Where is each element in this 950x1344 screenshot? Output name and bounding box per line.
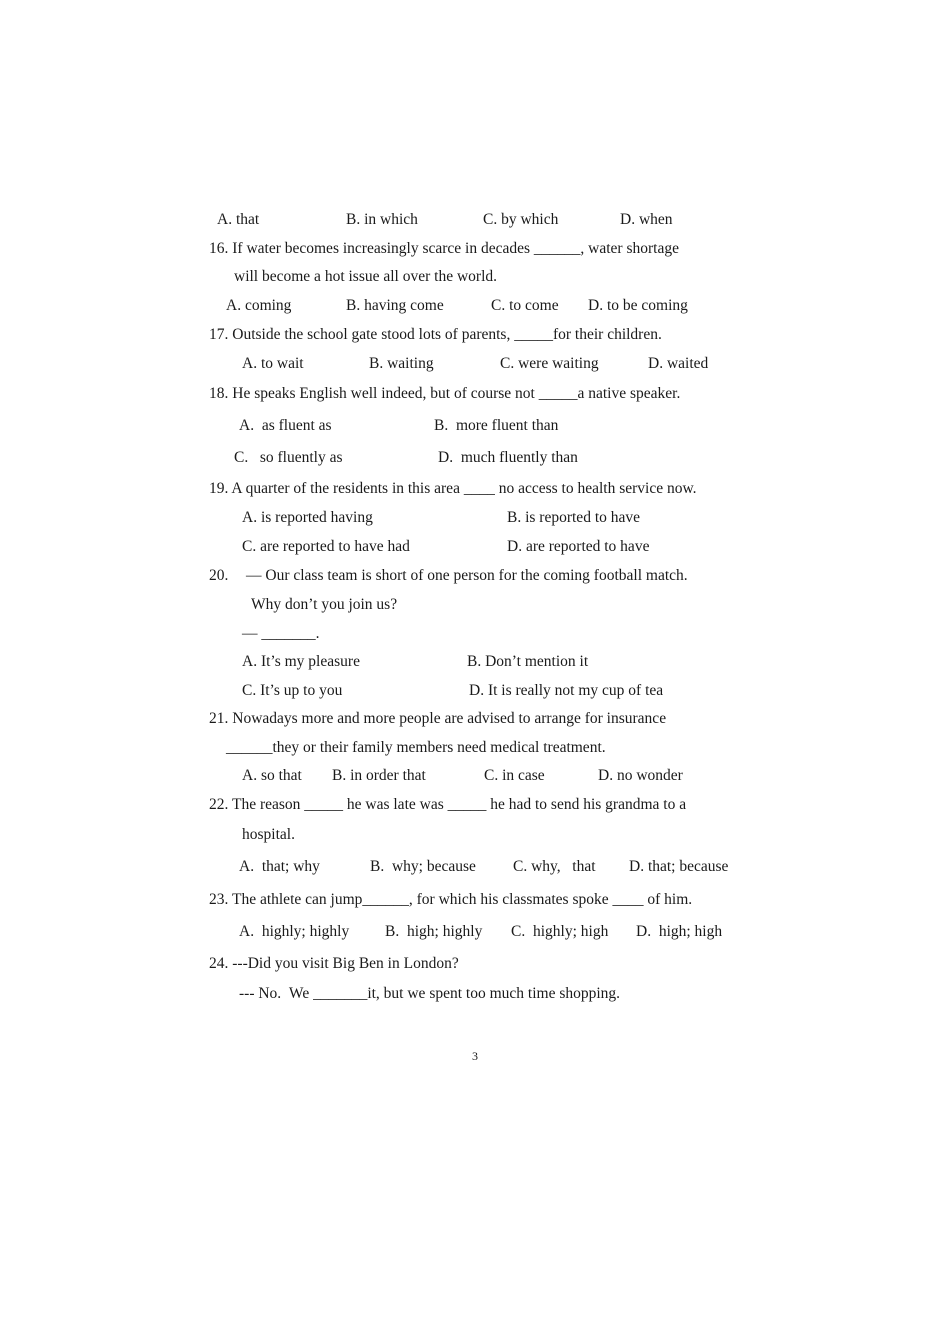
option-d: D. high; high <box>636 923 723 940</box>
option-d: D. waited <box>648 355 709 372</box>
page-number: 3 <box>472 1049 478 1063</box>
option-d: D. no wonder <box>598 767 683 784</box>
question-15-options <box>0 208 950 232</box>
question-19-stem <box>0 477 950 501</box>
option-d: D. much fluently than <box>438 449 578 466</box>
question-18-stem <box>0 382 950 406</box>
option-d: D. It is really not my cup of tea <box>469 682 664 699</box>
option-b: B. waiting <box>369 355 434 372</box>
question-text: 17. Outside the school gate stood lots of parents, _____for their children. <box>209 326 662 343</box>
question-text: 18. He speaks English well indeed, but of course not _____a native speaker. <box>209 385 681 402</box>
question-22-stem-continued <box>0 823 950 847</box>
question-20-stem <box>0 564 950 588</box>
option-c: C. so fluently as <box>234 449 343 466</box>
question-18-options-row2 <box>0 446 950 470</box>
option-a: A. as fluent as <box>239 417 332 434</box>
option-b: B. why; because <box>370 858 476 875</box>
option-d: D. that; because <box>629 858 729 875</box>
question-23-stem <box>0 888 950 912</box>
question-17-options <box>0 352 950 376</box>
question-text: 19. A quarter of the residents in this area ____ no access to health service now. <box>209 480 697 497</box>
question-16-options <box>0 294 950 318</box>
option-b: B. Don’t mention it <box>467 653 589 670</box>
question-18-options-row1 <box>0 414 950 438</box>
option-a: A. that; why <box>239 858 320 875</box>
question-21-stem-continued <box>0 736 950 760</box>
option-b: B. is reported to have <box>507 509 641 526</box>
question-22-stem <box>0 793 950 817</box>
option-d: D. to be coming <box>588 297 688 314</box>
question-text: will become a hot issue all over the world. <box>234 268 498 285</box>
dialogue-line: — Our class team is short of one person for the coming football match. <box>246 567 688 584</box>
option-b: B. more fluent than <box>434 417 559 434</box>
option-c: C. to come <box>491 297 559 314</box>
option-a: A. highly; highly <box>239 923 350 940</box>
question-23-options <box>0 920 950 944</box>
question-text: hospital. <box>242 826 295 843</box>
dialogue-line: --- No. We _______it, but we spent too much time shopping. <box>239 985 621 1002</box>
option-c: C. were waiting <box>500 355 599 372</box>
question-17-stem <box>0 323 950 347</box>
option-c: C. by which <box>483 211 559 228</box>
question-19-options-row1 <box>0 506 950 530</box>
option-b: B. in which <box>346 211 418 228</box>
option-a: A. so that <box>242 767 302 784</box>
question-text: 16. If water becomes increasingly scarce in decades ______, water shortage <box>209 240 679 257</box>
option-b: B. high; highly <box>385 923 483 940</box>
option-c: C. highly; high <box>511 923 609 940</box>
option-c: C. It’s up to you <box>242 682 343 699</box>
dialogue-line: Why don’t you join us? <box>251 596 398 613</box>
dialogue-line: 24. ---Did you visit Big Ben in London? <box>209 955 459 972</box>
option-b: B. in order that <box>332 767 426 784</box>
option-c: C. why, that <box>513 858 596 875</box>
question-20-options-row1 <box>0 650 950 674</box>
option-a: A. coming <box>226 297 292 314</box>
question-16-stem <box>0 237 950 261</box>
question-20-options-row2 <box>0 679 950 703</box>
question-19-options-row2 <box>0 535 950 559</box>
option-a: A. is reported having <box>242 509 373 526</box>
option-a: A. to wait <box>242 355 304 372</box>
question-21-options <box>0 764 950 788</box>
question-22-options <box>0 855 950 879</box>
option-d: D. are reported to have <box>507 538 650 555</box>
question-24-stem <box>0 952 950 976</box>
question-text: 22. The reason _____ he was late was _____ he had to send his grandma to a <box>209 796 687 813</box>
option-c: C. in case <box>484 767 545 784</box>
question-text: 21. Nowadays more and more people are advised to arrange for insurance <box>209 710 667 727</box>
option-c: C. are reported to have had <box>242 538 410 555</box>
question-21-stem <box>0 707 950 731</box>
question-20-stem-continued <box>0 593 950 617</box>
dialogue-line: — _______. <box>242 625 320 642</box>
question-24-response <box>0 982 950 1006</box>
option-b: B. having come <box>346 297 444 314</box>
question-20-response <box>0 622 950 646</box>
option-a: A. It’s my pleasure <box>242 653 360 670</box>
question-text: 23. The athlete can jump______, for which his classmates spoke ____ of him. <box>209 891 693 908</box>
question-text: ______they or their family members need medical treatment. <box>226 739 606 756</box>
option-d: D. when <box>620 211 673 228</box>
question-16-stem-continued <box>0 265 950 289</box>
question-number: 20. <box>209 567 229 584</box>
option-a: A. that <box>217 211 260 228</box>
